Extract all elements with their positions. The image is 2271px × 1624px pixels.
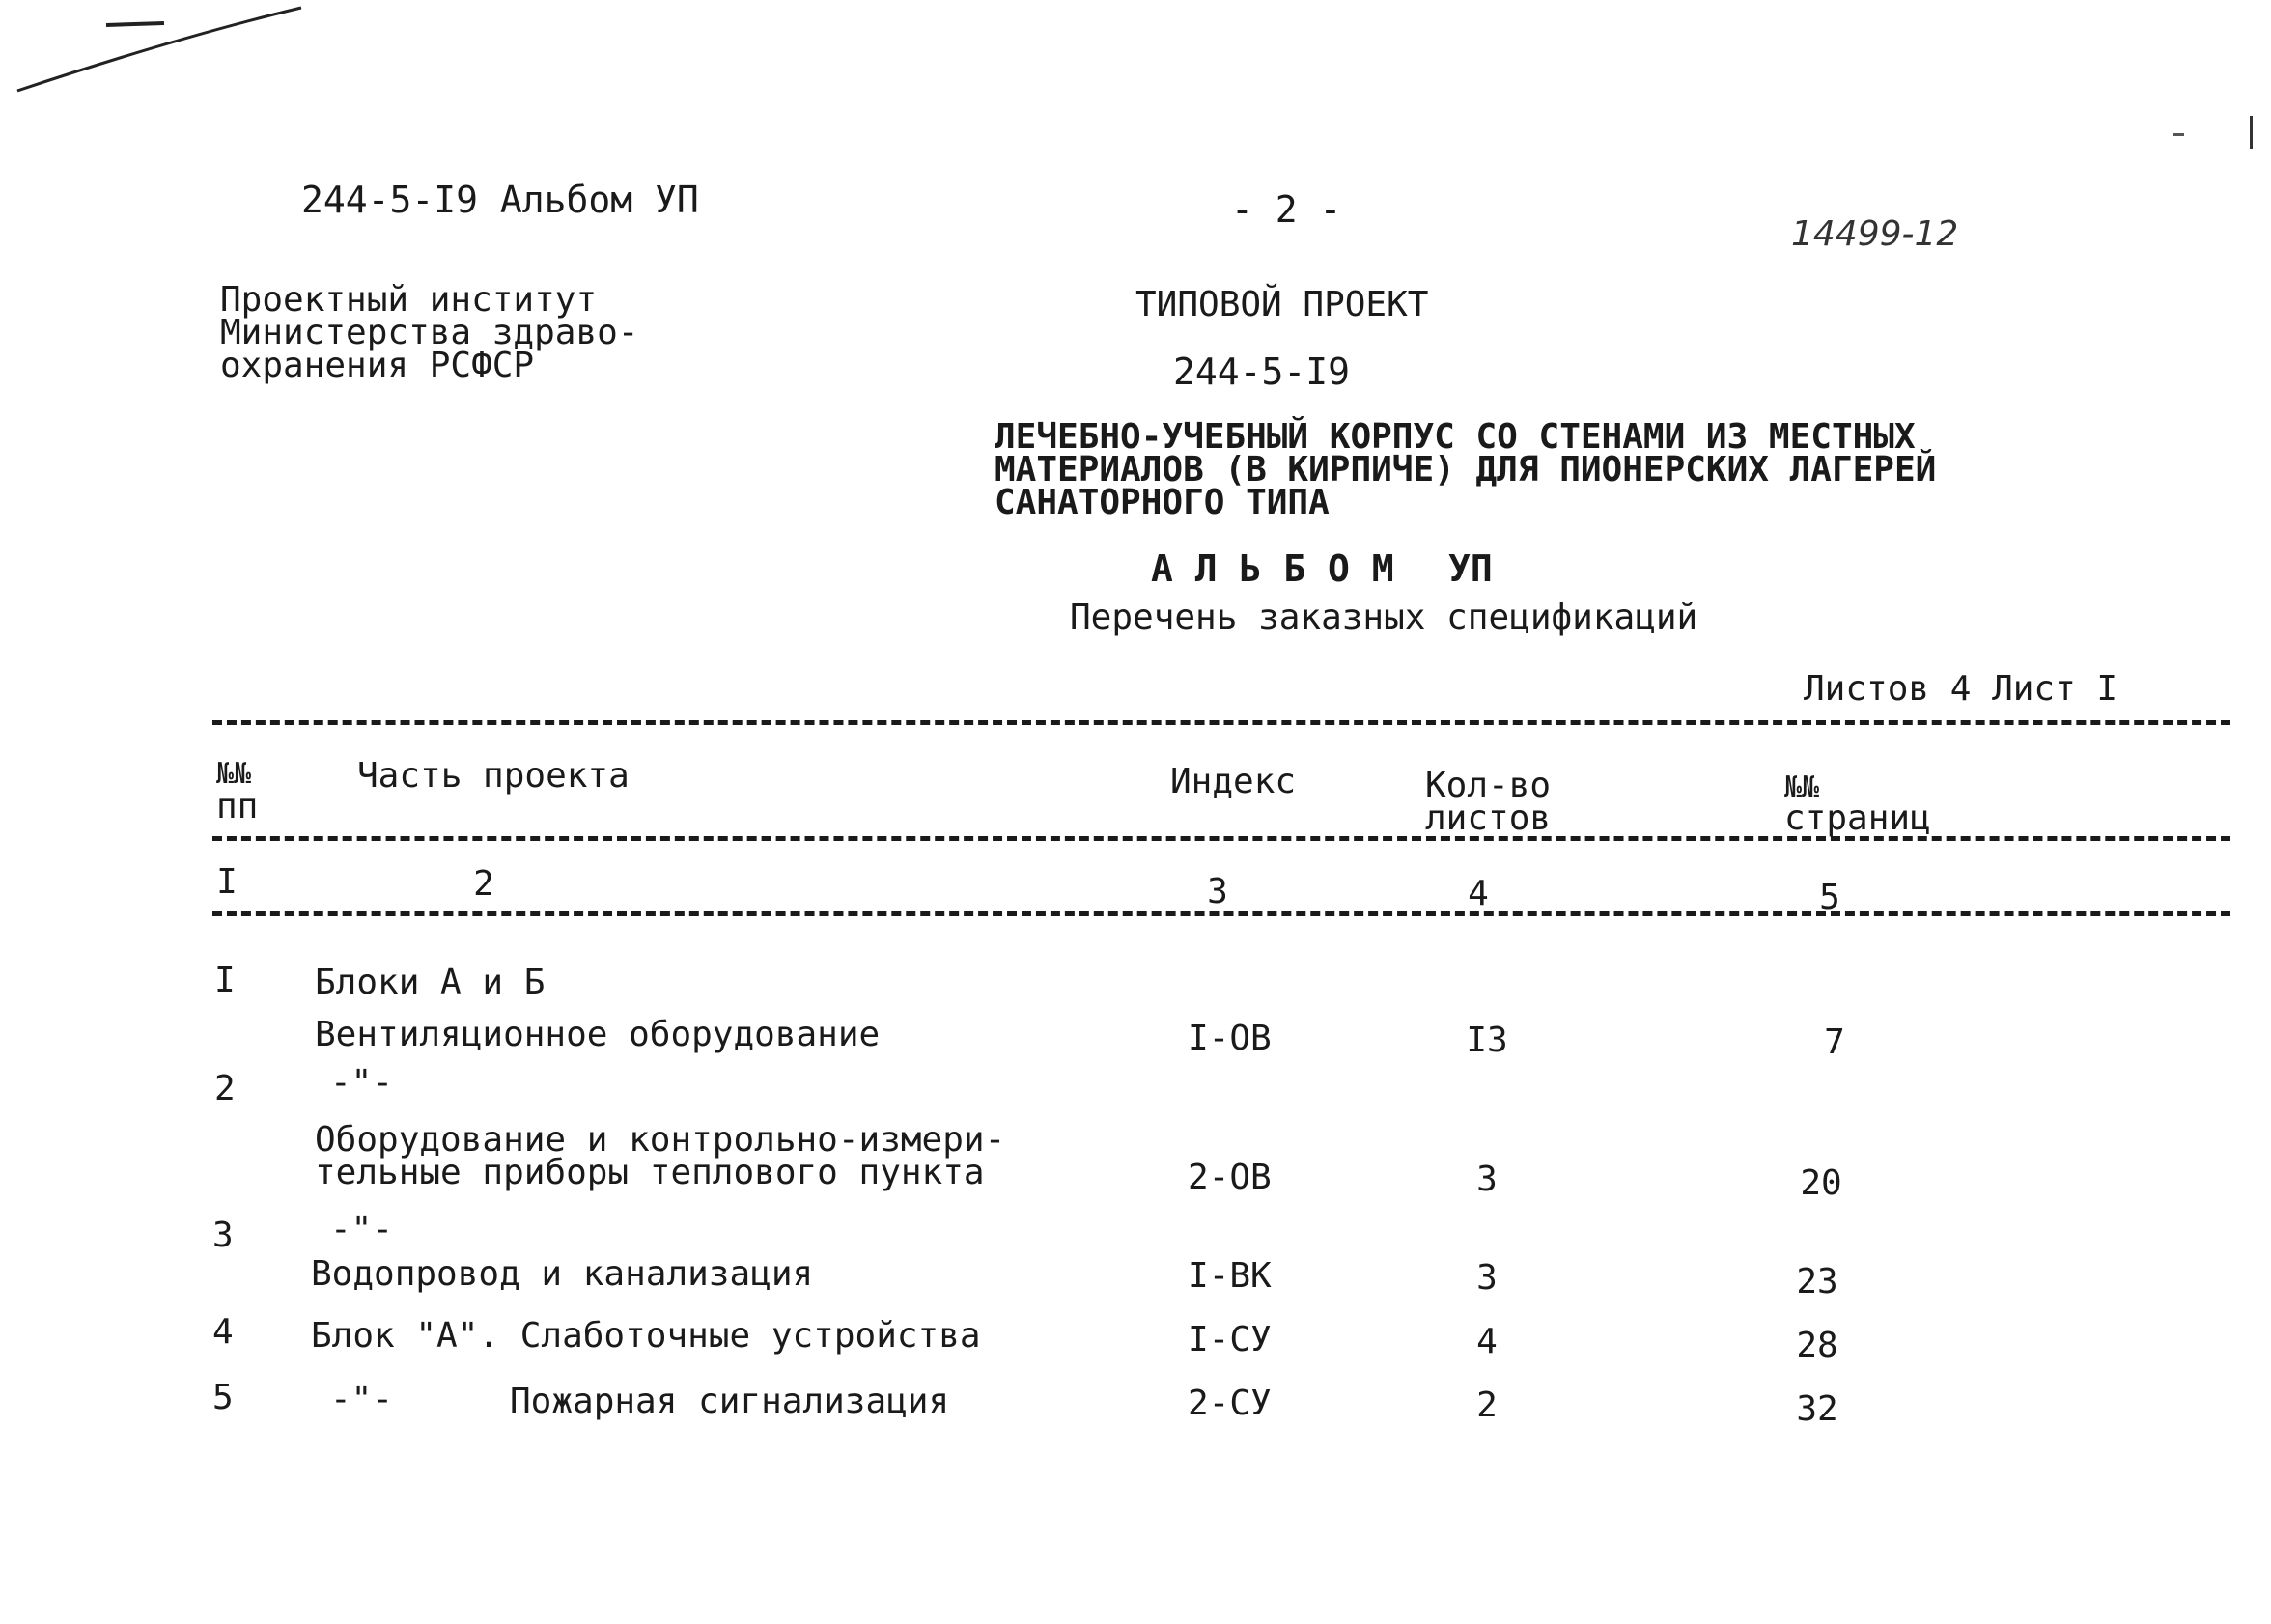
album-number: УП bbox=[1448, 547, 1493, 590]
header-num-bottom: пп bbox=[216, 787, 259, 826]
row-part: Водопровод и канализация bbox=[311, 1254, 814, 1294]
document-subtitle: Перечень заказных спецификаций bbox=[1070, 598, 1698, 637]
header-count-top: Кол-во bbox=[1425, 766, 1552, 805]
album-label: А Л Ь Б О М bbox=[1151, 547, 1394, 590]
institute-line: охранения РСФСР bbox=[220, 346, 535, 385]
row-page: 28 bbox=[1796, 1326, 1838, 1365]
project-code: 244-5-I9 bbox=[1173, 350, 1351, 393]
institute-block bbox=[220, 280, 639, 385]
column-numbers-rule bbox=[212, 911, 2230, 931]
header-num-top: №№ bbox=[216, 757, 252, 791]
row-number: 2 bbox=[214, 1069, 236, 1108]
column-number: 2 bbox=[473, 864, 494, 904]
header-pages-top: №№ bbox=[1784, 770, 1820, 804]
project-title-line: САНАТОРНОГО ТИПА bbox=[995, 483, 1330, 522]
row-part bbox=[315, 1120, 1006, 1192]
row-index: 2-СУ bbox=[1188, 1384, 1272, 1423]
row-part-heading: Блоки А и Б bbox=[315, 963, 546, 1002]
row-sheet-count: I3 bbox=[1466, 1021, 1508, 1060]
row-page: 32 bbox=[1796, 1389, 1838, 1429]
column-number: I bbox=[216, 862, 238, 902]
row-page: 7 bbox=[1824, 1022, 1845, 1062]
row-part-heading: -"- bbox=[330, 1063, 394, 1103]
header-pages-bottom: страниц bbox=[1784, 798, 1931, 838]
project-type: ТИПОВОЙ ПРОЕКТ bbox=[1136, 285, 1429, 324]
row-number: 5 bbox=[212, 1378, 234, 1417]
row-index: I-СУ bbox=[1188, 1320, 1272, 1359]
row-part: Пожарная сигнализация bbox=[510, 1382, 950, 1421]
row-part-line: Оборудование и контрольно-измери- bbox=[315, 1120, 1006, 1160]
row-part: Блок "А". Слаботочные устройства bbox=[311, 1316, 981, 1356]
row-number: 3 bbox=[212, 1216, 234, 1255]
album-reference: 244-5-I9 Альбом УП bbox=[301, 179, 699, 221]
row-number: I bbox=[214, 961, 236, 1000]
scan-edge-mark bbox=[2173, 133, 2184, 136]
header-index: Индекс bbox=[1170, 762, 1297, 801]
row-part-heading: -"- bbox=[330, 1210, 394, 1249]
row-number: 4 bbox=[212, 1312, 234, 1352]
row-part-prefix: -"- bbox=[330, 1380, 394, 1419]
handwritten-number: 14499-12 bbox=[1791, 214, 1959, 254]
row-index: 2-ОВ bbox=[1188, 1158, 1272, 1197]
project-title bbox=[995, 417, 1937, 522]
row-sheet-count: 4 bbox=[1476, 1322, 1498, 1361]
row-part-line: тельные приборы теплового пункта bbox=[315, 1153, 985, 1192]
project-title-line: МАТЕРИАЛОВ (В КИРПИЧЕ) ДЛЯ ПИОНЕРСКИХ ЛАГЕРЕЙ bbox=[995, 450, 1937, 490]
page-number: - 2 - bbox=[1231, 188, 1342, 231]
header-count-bottom: листов bbox=[1425, 798, 1552, 838]
institute-line: Министерства здраво- bbox=[220, 313, 639, 352]
row-index: I-ВК bbox=[1188, 1256, 1272, 1296]
institute-line: Проектный институт bbox=[220, 280, 598, 320]
scan-edge-mark bbox=[2250, 116, 2253, 149]
pen-stroke-mark bbox=[0, 0, 328, 106]
row-sheet-count: 2 bbox=[1476, 1386, 1498, 1425]
column-number: 4 bbox=[1468, 874, 1489, 913]
row-page: 23 bbox=[1796, 1262, 1838, 1302]
row-sheet-count: 3 bbox=[1476, 1258, 1498, 1298]
header-bottom-rule bbox=[212, 836, 2230, 855]
row-sheet-count: 3 bbox=[1476, 1160, 1498, 1199]
table-top-rule bbox=[212, 720, 2230, 740]
row-index: I-ОВ bbox=[1188, 1019, 1272, 1058]
project-title-line: ЛЕЧЕБНО-УЧЕБНЫЙ КОРПУС СО СТЕНАМИ ИЗ МЕСТНЫХ bbox=[995, 417, 1916, 457]
header-part: Часть проекта bbox=[357, 756, 630, 796]
column-number: 3 bbox=[1207, 872, 1228, 911]
row-page: 20 bbox=[1800, 1163, 1842, 1203]
row-part: Вентиляционное оборудование bbox=[315, 1015, 881, 1054]
sheet-count: Листов 4 Лист I bbox=[1804, 669, 2118, 709]
column-number: 5 bbox=[1819, 878, 1840, 917]
